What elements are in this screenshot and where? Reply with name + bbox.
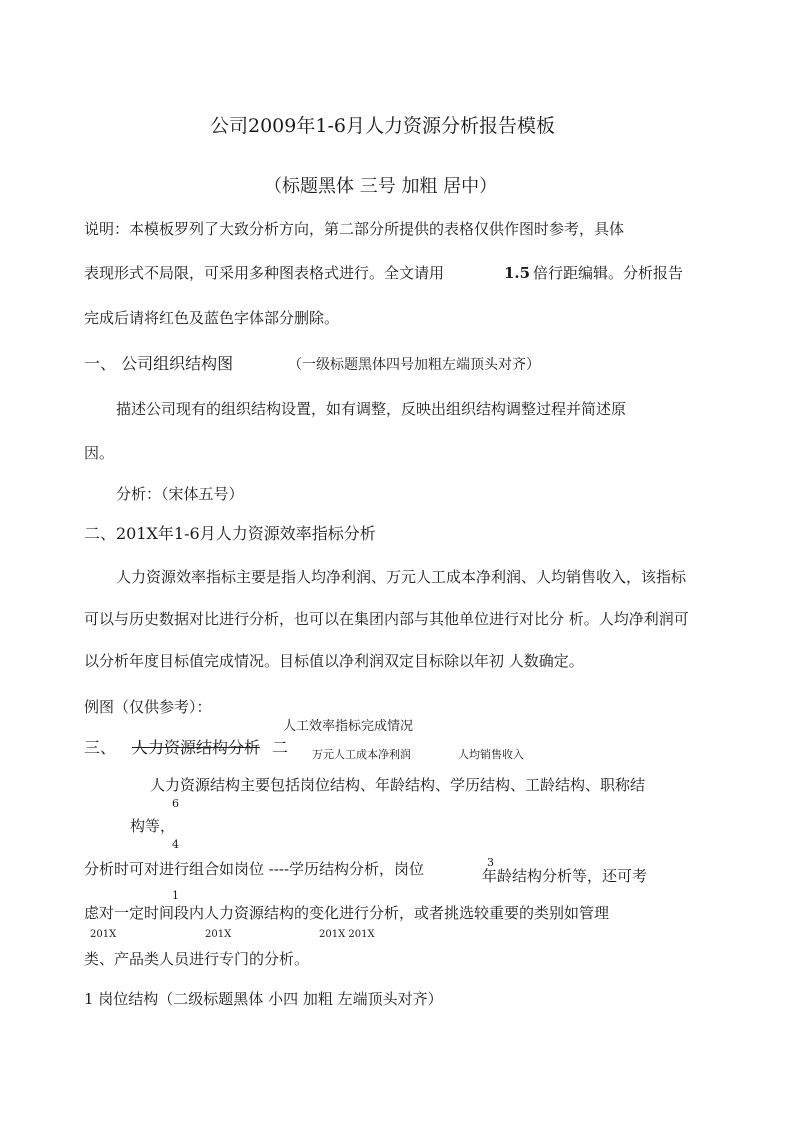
- chart-tick-1: 1: [172, 889, 179, 902]
- chart-tick-4: 4: [172, 838, 179, 851]
- chart-legend-2: 人均销售收入: [458, 748, 524, 761]
- title-format-note: （标题黑体 三号 加粗 居中）: [264, 176, 498, 197]
- section-3-heading: 人力资源结构分析: [132, 738, 261, 757]
- chart-x-label-3: 201X 201X: [319, 929, 375, 940]
- intro-line-2a: 表现形式不局限，可采用多种图表格式进行。全文请用: [84, 264, 445, 282]
- intro-line-3: 完成后请将红色及蓝色字体部分删除。: [84, 309, 340, 327]
- section-3-line-5: 类、产品类人员进行专门的分析。: [84, 950, 310, 968]
- chart-title: 人工效率指标完成情况: [283, 719, 414, 734]
- intro-line-1: 说明：本模板罗列了大致分析方向，第二部分所提供的表格仅供作图时参考，具体: [84, 220, 625, 238]
- section-3-suffix: 二: [272, 738, 289, 757]
- section-2-line-3: 以分析年度目标值完成情况。目标值以净利润双定目标除以年初 人数确定。: [84, 652, 584, 670]
- section-3-line-3a: 分析时可对进行组合如岗位 ----学历结构分析，岗位: [84, 860, 425, 878]
- intro-line-2c: 倍行距编辑。分析报告: [533, 264, 684, 282]
- section-3-line-3b: 年龄结构分析等，还可考: [482, 867, 648, 885]
- chart-tick-6: 6: [172, 797, 179, 810]
- section-1-line-2: 因。: [84, 444, 115, 462]
- section-3-line-1: 人力资源结构主要包括岗位结构、年龄结构、学历结构、工龄结构、职称结: [150, 776, 646, 794]
- document-title: 公司2009年1-6月人力资源分析报告模板: [210, 115, 555, 137]
- chart-x-label-1: 201X: [90, 929, 117, 940]
- section-1-format-note: （一级标题黑体四号加粗左端顶头对齐）: [288, 357, 540, 373]
- intro-line-spacing-value: 1.5: [504, 264, 531, 282]
- subsection-1-heading: 1 岗位结构（二级标题黑体 小四 加粗 左端顶头对齐）: [84, 990, 443, 1008]
- section-3-line-2: 构等，: [130, 817, 176, 835]
- section-3-number: 三、: [84, 738, 117, 757]
- section-3-line-4: 虑对一定时间段内人力资源结构的变化进行分析，或者挑选较重要的类别如管理: [84, 904, 610, 922]
- chart-tick-3: 3: [487, 856, 494, 869]
- section-1-line-1: 描述公司现有的组织结构设置，如有调整，反映出组织结构调整过程并简述原: [116, 400, 627, 418]
- section-2-heading: 二、201X年1-6月人力资源效率指标分析: [84, 524, 376, 543]
- chart-legend-1: 万元人工成本净利润: [312, 748, 411, 761]
- section-1-heading: 一、 公司组织结构图: [84, 354, 234, 373]
- section-2-line-2: 可以与历史数据对比进行分析，也可以在集团内部与其他单位进行对比分 析。人均净利润可: [84, 610, 689, 628]
- chart-x-label-2: 201X: [205, 929, 232, 940]
- section-1-analysis: 分析：（宋体五号）: [116, 485, 244, 503]
- section-2-line-1: 人力资源效率指标主要是指人均净利润、万元人工成本净利润、人均销售收入，该指标: [116, 568, 687, 586]
- example-label: 例图（仅供参考）：: [84, 698, 212, 716]
